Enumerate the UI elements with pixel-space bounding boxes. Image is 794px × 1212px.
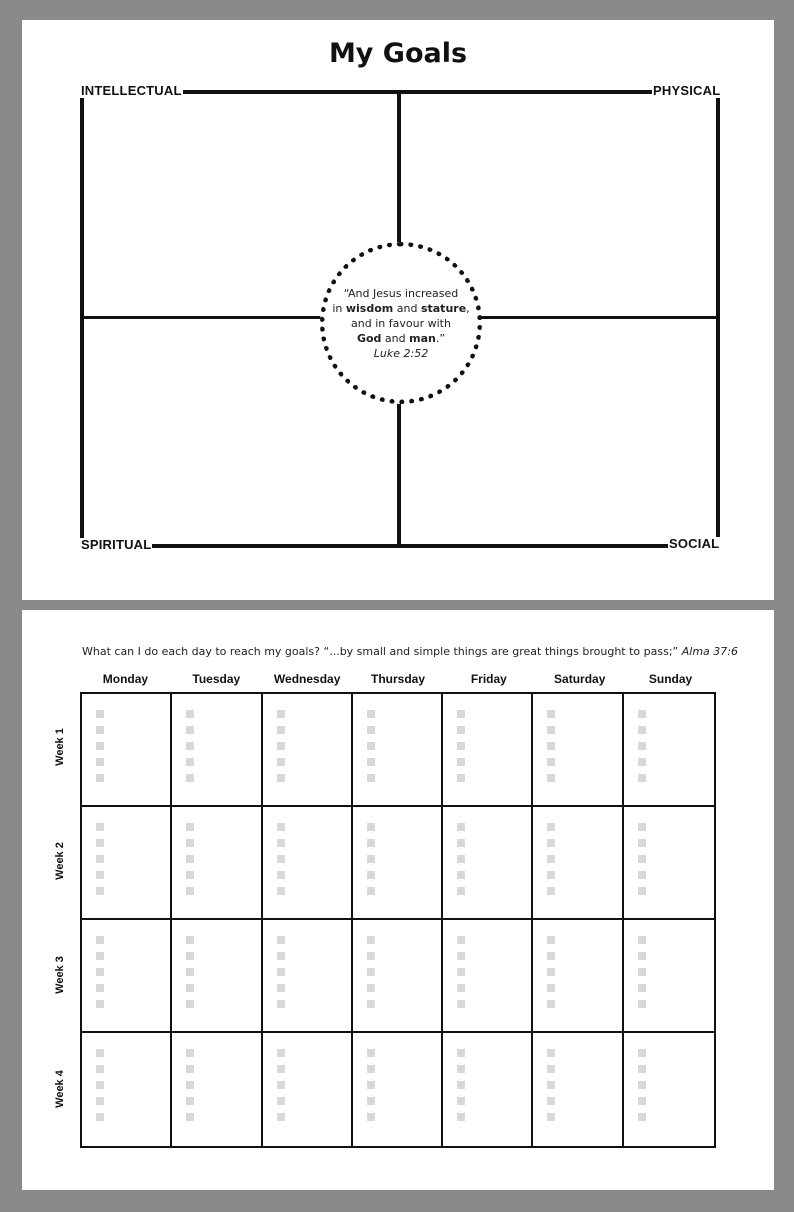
- checkbox[interactable]: [638, 1065, 646, 1073]
- checkbox[interactable]: [457, 1097, 465, 1105]
- checkbox[interactable]: [186, 984, 194, 992]
- checkbox[interactable]: [96, 710, 104, 718]
- label-spiritual: SPIRITUAL: [81, 537, 152, 552]
- checkbox[interactable]: [367, 1081, 375, 1089]
- scripture-circle: [320, 242, 482, 404]
- checkbox[interactable]: [367, 968, 375, 976]
- checkbox[interactable]: [277, 1097, 285, 1105]
- checkbox[interactable]: [547, 839, 555, 847]
- checkbox[interactable]: [186, 758, 194, 766]
- checkbox[interactable]: [457, 1081, 465, 1089]
- checkbox[interactable]: [547, 855, 555, 863]
- checkbox[interactable]: [638, 871, 646, 879]
- checkbox[interactable]: [367, 774, 375, 782]
- checkbox[interactable]: [547, 871, 555, 879]
- checkbox[interactable]: [277, 887, 285, 895]
- checkbox[interactable]: [457, 726, 465, 734]
- quote-line-3: and in favour with: [351, 316, 451, 330]
- label-intellectual: INTELLECTUAL: [81, 83, 182, 98]
- planner-grid: [80, 692, 716, 1148]
- planner-cell[interactable]: [263, 807, 353, 920]
- planner-page: [22, 610, 774, 1190]
- checkbox[interactable]: [457, 710, 465, 718]
- checkbox[interactable]: [547, 710, 555, 718]
- quote-citation: Luke 2:52: [373, 346, 429, 360]
- checkbox[interactable]: [277, 968, 285, 976]
- quote-and: and: [393, 301, 421, 315]
- checkbox[interactable]: [547, 887, 555, 895]
- page-title: My Goals: [328, 38, 468, 69]
- checkbox[interactable]: [277, 710, 285, 718]
- planner-cell[interactable]: [263, 694, 353, 807]
- checkbox[interactable]: [547, 1097, 555, 1105]
- checkbox[interactable]: [638, 726, 646, 734]
- checkbox[interactable]: [367, 887, 375, 895]
- checkbox[interactable]: [277, 758, 285, 766]
- planner-cell[interactable]: [353, 920, 443, 1033]
- planner-cell[interactable]: [263, 920, 353, 1033]
- checkbox[interactable]: [457, 952, 465, 960]
- checkbox[interactable]: [638, 952, 646, 960]
- week-header-1: Week 1: [54, 728, 66, 766]
- vertical-divider-bottom: [397, 394, 401, 546]
- planner-cell[interactable]: [353, 694, 443, 807]
- day-header-monday: Monday: [102, 672, 149, 686]
- planner-cell[interactable]: [443, 807, 533, 920]
- planner-cell[interactable]: [533, 920, 623, 1033]
- checkbox[interactable]: [638, 774, 646, 782]
- checkbox[interactable]: [547, 758, 555, 766]
- planner-cell[interactable]: [533, 694, 623, 807]
- checkbox[interactable]: [277, 984, 285, 992]
- checkbox[interactable]: [547, 968, 555, 976]
- quote-wisdom: wisdom: [345, 301, 394, 315]
- checkbox[interactable]: [457, 839, 465, 847]
- checkbox[interactable]: [186, 710, 194, 718]
- planner-cell[interactable]: [82, 920, 172, 1033]
- checkbox[interactable]: [638, 839, 646, 847]
- checkbox[interactable]: [457, 1049, 465, 1057]
- checkbox[interactable]: [367, 726, 375, 734]
- day-header-thursday: Thursday: [370, 672, 425, 686]
- checkbox[interactable]: [186, 726, 194, 734]
- checkbox[interactable]: [457, 855, 465, 863]
- goals-page: [22, 20, 774, 600]
- checkbox[interactable]: [277, 871, 285, 879]
- checkbox[interactable]: [186, 742, 194, 750]
- checkbox[interactable]: [457, 871, 465, 879]
- horizontal-divider-right: [477, 316, 717, 319]
- quote-god: God: [356, 331, 382, 345]
- checkbox[interactable]: [96, 774, 104, 782]
- checkbox[interactable]: [186, 1081, 194, 1089]
- vertical-divider-top: [397, 92, 401, 242]
- checkbox[interactable]: [96, 887, 104, 895]
- checkbox[interactable]: [96, 823, 104, 831]
- checkbox[interactable]: [186, 936, 194, 944]
- checkbox[interactable]: [277, 1113, 285, 1121]
- checkbox[interactable]: [367, 1113, 375, 1121]
- quote-man: man: [409, 331, 436, 345]
- checkbox[interactable]: [277, 839, 285, 847]
- planner-cell[interactable]: [172, 694, 262, 807]
- planner-cell[interactable]: [443, 694, 533, 807]
- checkbox[interactable]: [186, 871, 194, 879]
- checkbox[interactable]: [96, 936, 104, 944]
- planner-cell[interactable]: [172, 807, 262, 920]
- checkbox[interactable]: [96, 1000, 104, 1008]
- checkbox[interactable]: [277, 1081, 285, 1089]
- checkbox[interactable]: [367, 1097, 375, 1105]
- checkbox[interactable]: [186, 1000, 194, 1008]
- planner-cell[interactable]: [624, 920, 714, 1033]
- checkbox[interactable]: [547, 984, 555, 992]
- checkbox[interactable]: [457, 1000, 465, 1008]
- checkbox[interactable]: [547, 726, 555, 734]
- checkbox[interactable]: [457, 1113, 465, 1121]
- checkbox[interactable]: [277, 1065, 285, 1073]
- checkbox[interactable]: [367, 952, 375, 960]
- week-header-4: Week 4: [54, 1070, 66, 1108]
- checkbox[interactable]: [96, 839, 104, 847]
- checkbox[interactable]: [547, 1065, 555, 1073]
- checkbox[interactable]: [186, 1049, 194, 1057]
- quote-line-4: [357, 331, 445, 346]
- checkbox[interactable]: [277, 1049, 285, 1057]
- planner-cell[interactable]: [443, 920, 533, 1033]
- checkbox[interactable]: [277, 823, 285, 831]
- day-header-saturday: Saturday: [554, 672, 606, 686]
- checkbox[interactable]: [547, 1081, 555, 1089]
- day-header-tuesday: Tuesday: [192, 672, 241, 686]
- checkbox[interactable]: [638, 710, 646, 718]
- checkbox[interactable]: [96, 871, 104, 879]
- checkbox[interactable]: [367, 936, 375, 944]
- checkbox[interactable]: [547, 1049, 555, 1057]
- quote-in: in: [332, 301, 346, 315]
- checkbox[interactable]: [277, 726, 285, 734]
- checkbox[interactable]: [457, 758, 465, 766]
- checkbox[interactable]: [367, 1000, 375, 1008]
- checkbox[interactable]: [638, 1113, 646, 1121]
- planner-cell[interactable]: [353, 807, 443, 920]
- checkbox[interactable]: [277, 774, 285, 782]
- prompt-text: What can I do each day to reach my goals? “...by small and simple things are great things brought to pass;”: [82, 645, 682, 658]
- checkbox[interactable]: [457, 887, 465, 895]
- planner-cell[interactable]: [533, 1033, 623, 1146]
- checkbox[interactable]: [367, 984, 375, 992]
- checkbox[interactable]: [457, 742, 465, 750]
- planner-cell[interactable]: [82, 694, 172, 807]
- checkbox[interactable]: [367, 710, 375, 718]
- planner-cell[interactable]: [533, 807, 623, 920]
- week-header-3: Week 3: [54, 956, 66, 994]
- checkbox[interactable]: [367, 871, 375, 879]
- checkbox[interactable]: [457, 774, 465, 782]
- day-header-friday: Friday: [470, 672, 507, 686]
- checkbox[interactable]: [457, 936, 465, 944]
- checkbox[interactable]: [96, 1065, 104, 1073]
- checkbox[interactable]: [547, 936, 555, 944]
- checkbox[interactable]: [186, 823, 194, 831]
- day-header-sunday: Sunday: [648, 672, 693, 686]
- planner-cell[interactable]: [82, 1033, 172, 1146]
- checkbox[interactable]: [457, 823, 465, 831]
- checkbox[interactable]: [96, 1113, 104, 1121]
- checkbox[interactable]: [186, 952, 194, 960]
- checkbox[interactable]: [457, 1065, 465, 1073]
- planner-cell[interactable]: [353, 1033, 443, 1146]
- quote-line-2: [332, 301, 469, 316]
- checkbox[interactable]: [367, 742, 375, 750]
- checkbox[interactable]: [96, 1081, 104, 1089]
- checkbox[interactable]: [277, 855, 285, 863]
- checkbox[interactable]: [96, 968, 104, 976]
- checkbox[interactable]: [367, 758, 375, 766]
- checkbox[interactable]: [638, 1097, 646, 1105]
- checkbox[interactable]: [547, 1113, 555, 1121]
- checkbox[interactable]: [638, 823, 646, 831]
- checkbox[interactable]: [96, 726, 104, 734]
- checkbox[interactable]: [186, 839, 194, 847]
- checkbox[interactable]: [186, 887, 194, 895]
- checkbox[interactable]: [96, 742, 104, 750]
- checkbox[interactable]: [547, 1000, 555, 1008]
- checkbox[interactable]: [638, 1049, 646, 1057]
- checkbox[interactable]: [638, 1000, 646, 1008]
- checkbox[interactable]: [638, 1081, 646, 1089]
- checkbox[interactable]: [96, 1097, 104, 1105]
- planner-cell[interactable]: [82, 807, 172, 920]
- checkbox[interactable]: [277, 952, 285, 960]
- checkbox[interactable]: [638, 936, 646, 944]
- checkbox[interactable]: [186, 1097, 194, 1105]
- checkbox[interactable]: [638, 984, 646, 992]
- checkbox[interactable]: [547, 742, 555, 750]
- checkbox[interactable]: [638, 887, 646, 895]
- checkbox[interactable]: [638, 968, 646, 976]
- day-header-wednesday: Wednesday: [273, 672, 341, 686]
- quote-stature: stature: [420, 301, 467, 315]
- checkbox[interactable]: [367, 855, 375, 863]
- planner-cell[interactable]: [624, 1033, 714, 1146]
- checkbox[interactable]: [367, 1049, 375, 1057]
- checkbox[interactable]: [96, 952, 104, 960]
- checkbox[interactable]: [96, 855, 104, 863]
- checkbox[interactable]: [186, 1065, 194, 1073]
- checkbox[interactable]: [186, 968, 194, 976]
- checkbox[interactable]: [638, 742, 646, 750]
- week-header-2: Week 2: [54, 842, 66, 880]
- planner-cell[interactable]: [172, 1033, 262, 1146]
- checkbox[interactable]: [547, 823, 555, 831]
- checkbox[interactable]: [638, 758, 646, 766]
- checkbox[interactable]: [96, 758, 104, 766]
- horizontal-divider-left: [82, 316, 322, 319]
- planner-cell[interactable]: [443, 1033, 533, 1146]
- checkbox[interactable]: [638, 855, 646, 863]
- checkbox[interactable]: [96, 984, 104, 992]
- checkbox[interactable]: [367, 823, 375, 831]
- quote-comma: ,: [466, 301, 470, 315]
- planner-cell[interactable]: [172, 920, 262, 1033]
- planner-cell[interactable]: [624, 807, 714, 920]
- checkbox[interactable]: [457, 984, 465, 992]
- checkbox[interactable]: [367, 839, 375, 847]
- planner-prompt: [82, 645, 762, 658]
- checkbox[interactable]: [186, 1113, 194, 1121]
- checkbox[interactable]: [277, 936, 285, 944]
- checkbox[interactable]: [96, 1049, 104, 1057]
- quote-end: .”: [435, 331, 446, 345]
- quote-and-2: and: [381, 331, 410, 345]
- checkbox[interactable]: [547, 774, 555, 782]
- label-social: SOCIAL: [669, 536, 720, 551]
- checkbox[interactable]: [277, 1000, 285, 1008]
- planner-cell[interactable]: [624, 694, 714, 807]
- checkbox[interactable]: [186, 774, 194, 782]
- checkbox[interactable]: [277, 742, 285, 750]
- label-physical: PHYSICAL: [653, 83, 721, 98]
- checkbox[interactable]: [186, 855, 194, 863]
- checkbox[interactable]: [547, 952, 555, 960]
- quote-line-1: “And Jesus increased: [343, 286, 459, 300]
- prompt-citation: Alma 37:6: [681, 645, 738, 658]
- checkbox[interactable]: [367, 1065, 375, 1073]
- checkbox[interactable]: [457, 968, 465, 976]
- planner-cell[interactable]: [263, 1033, 353, 1146]
